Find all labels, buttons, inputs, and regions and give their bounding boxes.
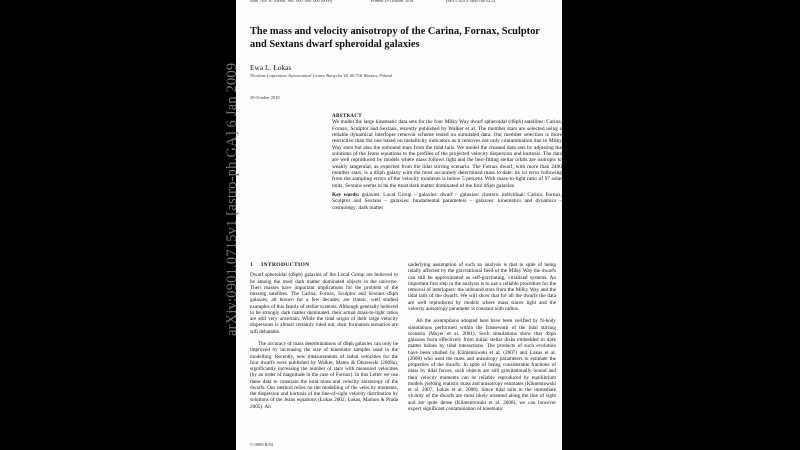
abstract xyxy=(332,113,562,211)
paragraph: The accuracy of mass determinations of dSph galaxies can only be improved by increasing the size of kinematic samples used in the modelling. Recently, new measurements of radial velocities for the four dwarfs were published by Walker, Mateo & Olszewski (2008a), significantly increasing the number of stars with measured velocities (by an order of magnitude in the case of Fornax). In this Letter we use these data to constrain the total mass and velocity anisotropy of the dwarfs. Our method relies on the modelling of the velocity moments, the dispersion and kurtosis of the line-of-sight velocity distribution by solutions of the Jeans equations (Łokas 2002; Łokas, Mamon & Prada 2005). An xyxy=(250,341,398,410)
abstract-text: We model the large kinematic data sets for the four Milky Way dwarf spheroidal (dSph) satellites: Carina, Fornax, Sculptor and Sextans, recently published by Walker et al. The member stars are selected using a reliable dynamical interloper removal scheme tested on simulated data. Our member selection is more restrictive than the one based on metallicity indicators as it removes not only contamination due to Milky Way stars but also the unbound stars from the tidal tails. We model the cleaned data sets by adjusting the solutions of the Jeans equations to the profiles of the projected velocity dispersion and kurtosis. The data are well reproduced by models where mass follows light and the best-fitting stellar orbits are isotropic to weakly tangential, as expected from the tidal stirring scenario. The Fornax dwarf, with more than 2400 member stars, is a dSph galaxy with the most accurately determined mass to date: its 1σ error following from the sampling errors of the velocity moments is below 5 percent. With mass-to-light ratio of 97 solar units, Sextans seems to be the most dark matter dominated of the four dSph galaxies. xyxy=(332,119,562,189)
print-date: Printed 29 October 2018 xyxy=(371,0,414,3)
author-name: Ewa L. Łokas xyxy=(250,63,292,72)
paragraph: underlying assumption of such an analysis is that in spite of being tidally affected by the gravitational field of the Milky Way the dwarfs can still be approximated as self-gravitating, virialized systems. An important first step in the analysis is to use a reliable procedure for the removal of interlopers: the unbound stars from the Milky Way and the tidal tails of the dwarfs. We will show that for all the dwarfs the data are well reproduced by models where mass traces light and the velocity anisotropy parameter is constant with radius. xyxy=(408,262,556,312)
section-title: INTRODUCTION xyxy=(261,262,310,268)
copyright-notice: © 0000 RAS xyxy=(250,442,274,447)
paper-page xyxy=(236,0,562,450)
right-column xyxy=(408,262,556,412)
keywords-label: Key words: xyxy=(332,192,360,199)
left-column xyxy=(250,262,398,410)
paper-date: 29 October 2018 xyxy=(250,95,280,100)
style-file-note: (MN LATEX style file v2.2) xyxy=(446,0,496,3)
keywords-list: galaxies: Local Group – galaxies: dwarf – galaxies: clusters: individual: Carina, Fornax, Sculptor and Sextans – galaxies: fundamental parameters – galaxies: kinematics and dynamics – cosmology: dark matter xyxy=(332,192,562,211)
arxiv-stamp: arXiv:0901.0715v1 [astro-ph.GA] 6 Jan 2009 xyxy=(224,62,240,336)
paragraph: All the assumptions adopted here have been verified by N-body simulations performed within the framework of the tidal stirring scenario (Mayer et al. 2001). Such simulations show that dSph galaxies form effectively from initial stellar disks embedded in dark matter haloes by tidal interactions. The products of such evolution have been studied by Klimentowski et al. (2007) and Łokas et al. (2008) who used the mass and anisotropy parameters to estimate the properties of the dwarfs. In spite of losing considerable fractions of mass by tidal forces, such objects are still gravitationally bound and their velocity moments can be reliably reproduced by equilibrium models yielding realistic mass and anisotropy estimates (Klimentowski et al. 2007; Łokas et al. 2008). Since tidal tails in the immediate vicinity of the dwarfs are most likely oriented along the line of sight and are quite dense (Klimentowski et al. 2008), we can however expect significant contamination of kinematic xyxy=(408,318,556,412)
section-number: 1 xyxy=(250,262,254,268)
section-heading xyxy=(250,262,398,268)
journal-reference: Mon. Not. R. Astron. Soc. 000, 000–000 (0000) xyxy=(250,0,333,3)
keywords xyxy=(332,192,562,211)
paper-title: The mass and velocity anisotropy of the Carina, Fornax, Sculptor and Sextans dwarf spheroidal galaxies xyxy=(250,26,540,50)
paragraph: Dwarf spheroidal (dSph) galaxies of the Local Group are believed to be among the most dark matter dominated objects in the universe. Their masses have important implications for the problem of the missing satellites. The Carina, Fornax, Sculptor and Sextans dSph galaxies, all known for a few decades, are classic, well studied examples of this family of stellar systems. Although generally believed to be strongly dark matter dominated, their actual mass-to-light ratios are still very uncertain. While the tidal origin of their large velocity dispersions is almost certainly ruled out, their formation scenarios are still debatable. xyxy=(250,272,398,335)
abstract-heading: ABSTRACT xyxy=(332,113,362,119)
author-affiliation: Nicolaus Copernicus Astronomical Center, Bartycka 18, 00-716 Warsaw, Poland xyxy=(250,73,392,78)
